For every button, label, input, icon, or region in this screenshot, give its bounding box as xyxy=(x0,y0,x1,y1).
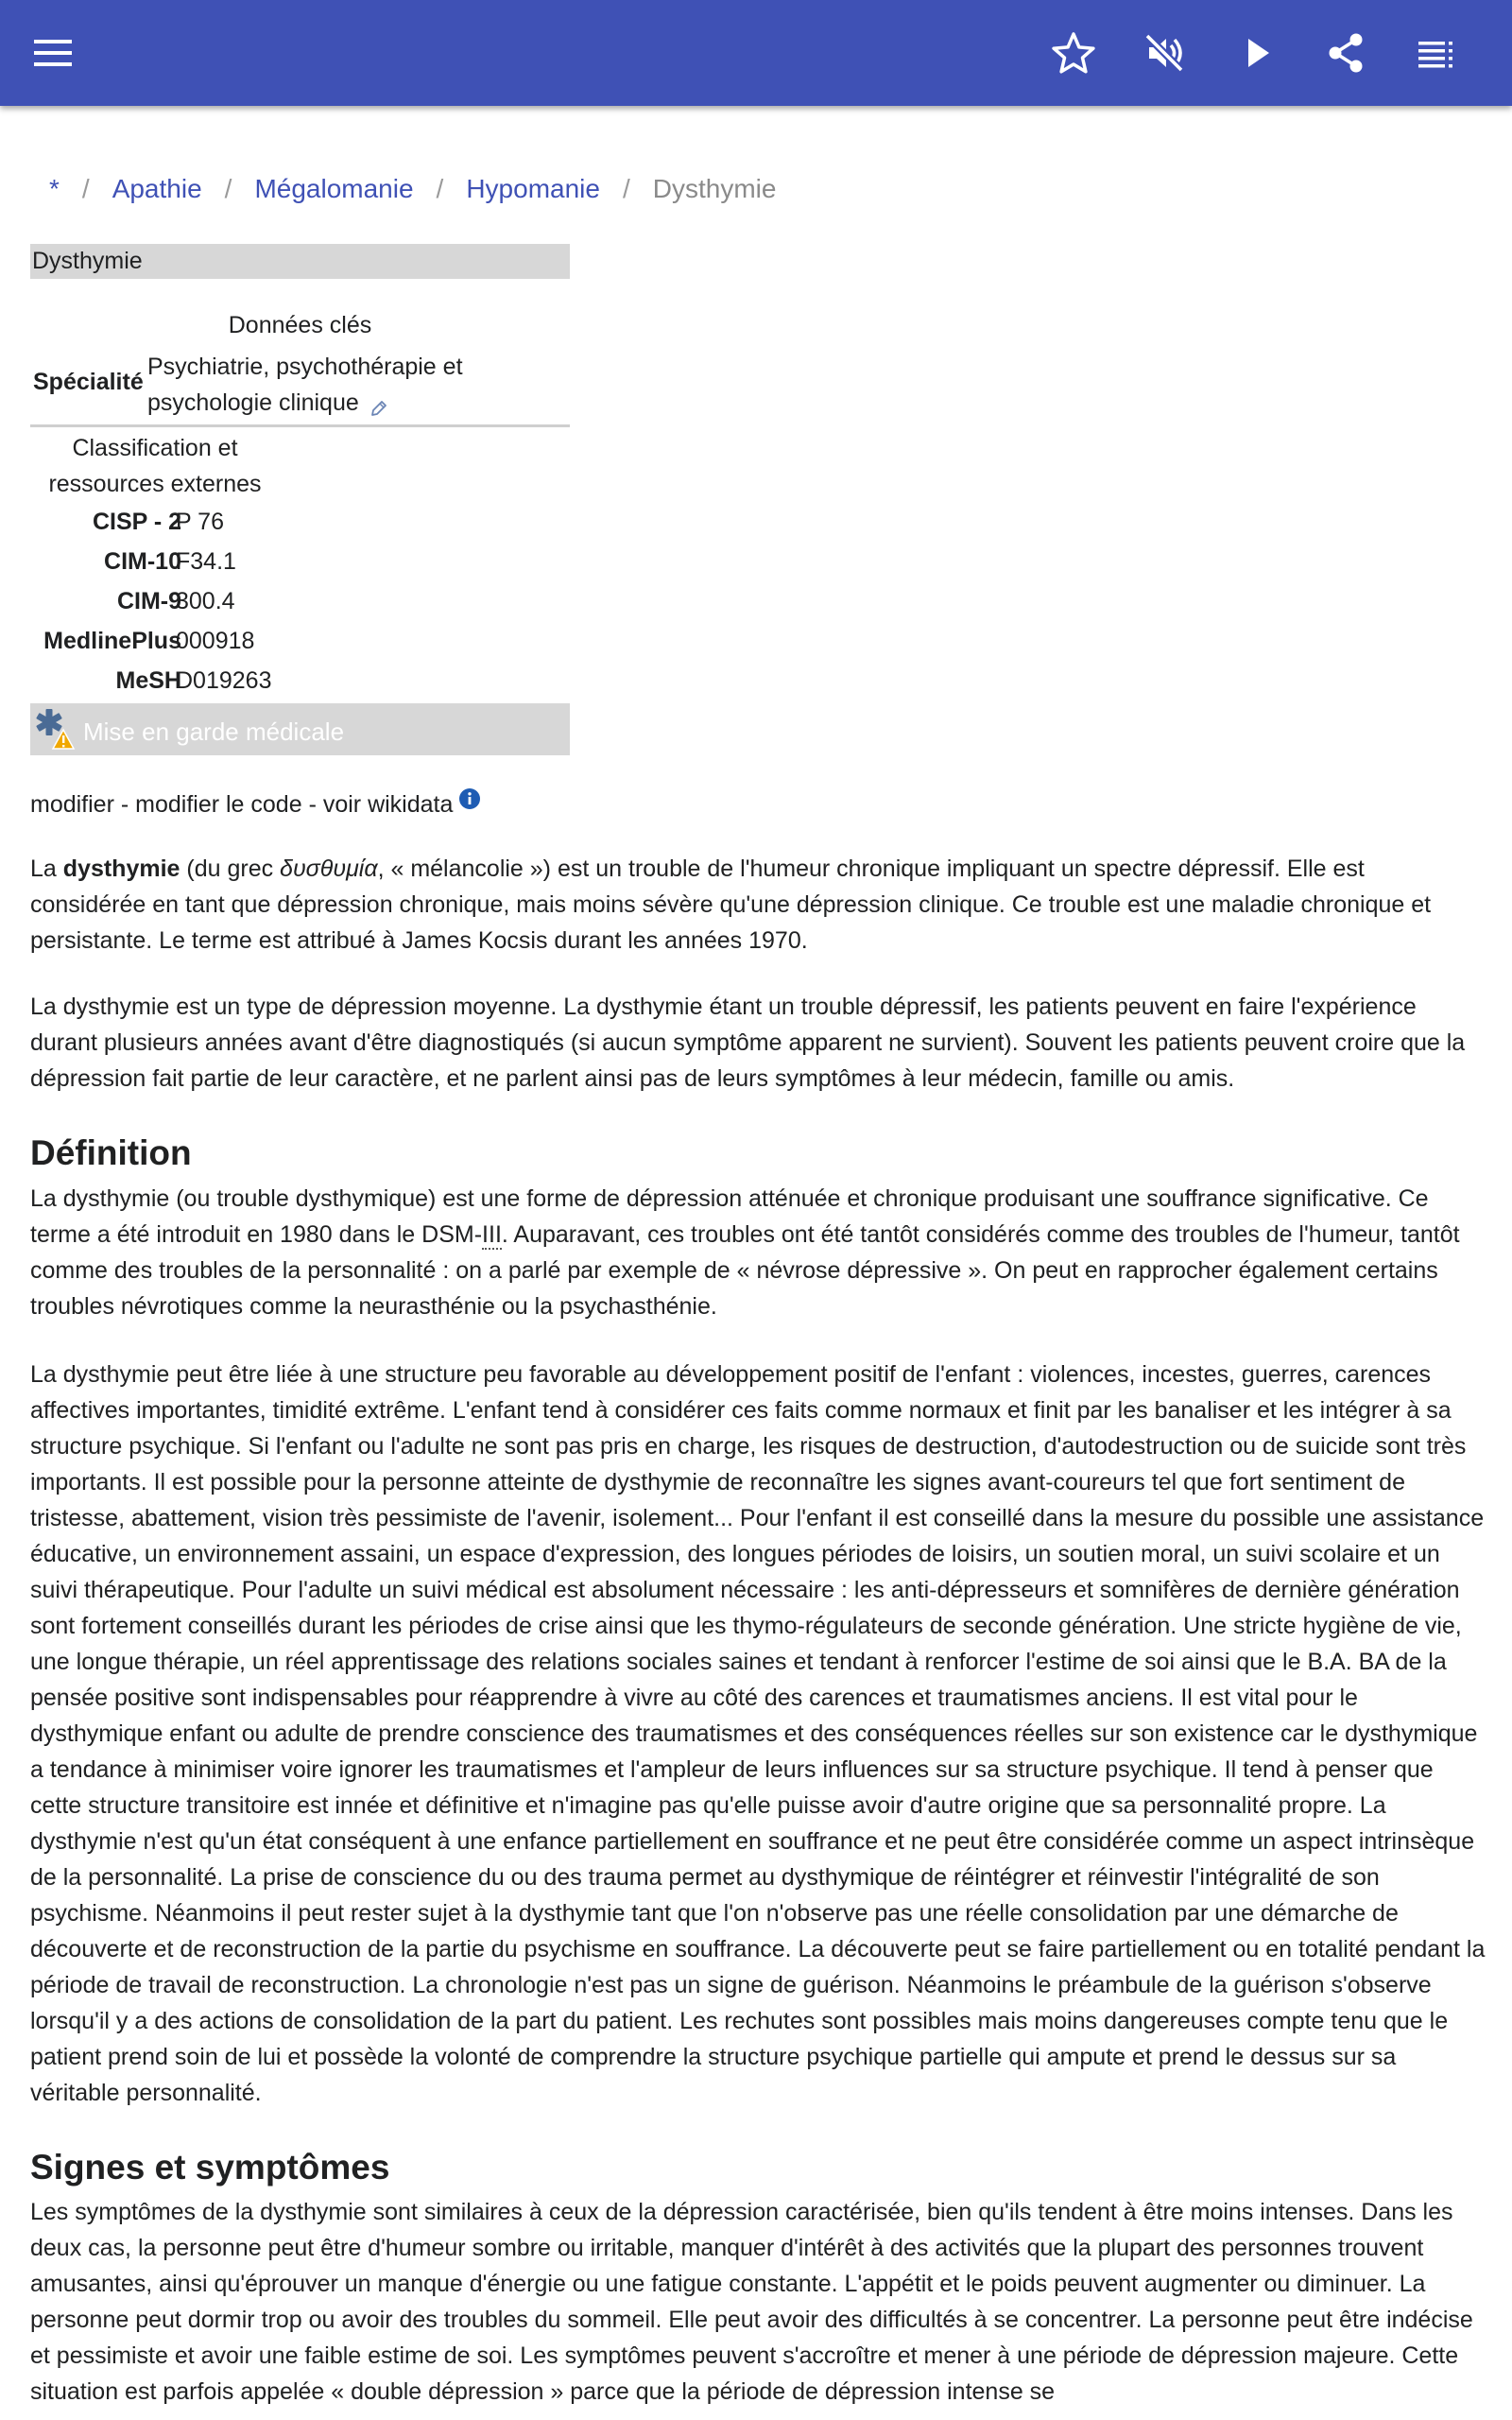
breadcrumb-item-hypomanie[interactable]: Hypomanie xyxy=(466,174,600,203)
row-value[interactable]: D019263 xyxy=(176,667,272,694)
classification-heading: Classification et ressources externes xyxy=(48,435,262,497)
row-label: MedlinePlus xyxy=(43,628,181,654)
medical-warning-icon xyxy=(32,707,76,751)
text-run: , « mélancolie ») est un trouble de l'humeur chronique impliquant un spectre dépressif. Elle est considérée en tant que dépression chronique, mais moins sévère qu'une dépression clinique. Ce trouble est une maladie chronique et persistante. Le terme est attribué à James Kocsis durant les années 1970. xyxy=(30,856,1432,954)
intro-paragraph-1 xyxy=(30,851,1486,959)
row-label: MeSH xyxy=(115,667,181,694)
toc-icon[interactable] xyxy=(1408,25,1465,81)
link-separator: - xyxy=(301,791,323,818)
row-value[interactable]: P 76 xyxy=(176,509,224,535)
infobox-row-cim9 xyxy=(30,581,570,621)
modify-code-link[interactable]: modifier le code xyxy=(135,791,302,818)
infobox-divider xyxy=(30,424,570,427)
breadcrumb-item-current: Dysthymie xyxy=(652,174,777,203)
row-value[interactable]: F34.1 xyxy=(176,548,236,575)
breadcrumb-item-megalomanie[interactable]: Mégalomanie xyxy=(254,174,414,203)
volume-off-icon[interactable] xyxy=(1136,25,1193,81)
app-bar xyxy=(0,0,1512,106)
infobox-row-mesh xyxy=(30,661,570,700)
row-value[interactable]: 300.4 xyxy=(176,588,235,614)
infobox-title: Dysthymie xyxy=(30,244,570,279)
row-label: CISP - 2 xyxy=(92,509,181,535)
star-icon[interactable] xyxy=(1045,25,1102,81)
edit-links xyxy=(30,786,481,821)
text-run: La xyxy=(30,856,63,882)
breadcrumb-separator: / xyxy=(622,174,630,203)
medical-warning-label: Mise en garde médicale xyxy=(83,717,345,746)
greek-term: δυσθυμία xyxy=(280,856,378,882)
definition-paragraph-1 xyxy=(30,1181,1486,1324)
breadcrumb xyxy=(49,170,776,208)
play-icon[interactable] xyxy=(1228,25,1285,81)
specialty-value xyxy=(147,349,525,421)
row-value[interactable]: 000918 xyxy=(176,628,255,654)
symptoms-paragraph-1: Les symptômes de la dysthymie sont similaires à ceux de la dépression caractérisée, bien qu'ils tendent à être moins intenses. Dans les deux cas, la personne peut être d'humeur sombre ou irritable, manquer d'intérêt à des activités que la plupart des personnes trouvent amusantes, ainsi qu'éprouver un manque d'énergie ou une fatigue constante. L'appétit et le poids peuvent augmenter ou diminuer. La personne peut dormir trop ou avoir des troubles du sommeil. Elle peut avoir des difficultés à se concentrer. La personne peut être indécise et pessimiste et avoir une faible estime de soi. Les symptômes peuvent s'accroître et mener à une période de dépression majeure. Cette situation est parfois appelée « double dépression » parce que la période de dépression intense se xyxy=(30,2199,1473,2405)
specialty-label: Spécialité xyxy=(33,369,144,395)
modify-link[interactable]: modifier xyxy=(30,791,114,818)
section-heading-symptoms: Signes et symptômes xyxy=(30,2148,390,2187)
infobox-row-medlineplus xyxy=(30,621,570,661)
menu-icon[interactable] xyxy=(25,25,81,81)
info-icon[interactable] xyxy=(458,786,481,809)
breadcrumb-separator: / xyxy=(436,174,444,203)
row-label: CIM-9 xyxy=(116,588,181,614)
medical-warning-banner[interactable] xyxy=(30,703,570,755)
row-label: CIM-10 xyxy=(104,548,181,575)
infobox-row-cim10 xyxy=(30,542,570,581)
link-separator: - xyxy=(113,791,136,818)
breadcrumb-item-apathie[interactable]: Apathie xyxy=(112,174,202,203)
breadcrumb-separator: / xyxy=(81,174,90,203)
infobox-heading: Données clés xyxy=(228,312,372,338)
breadcrumb-separator: / xyxy=(224,174,232,203)
text-run: (du grec xyxy=(180,856,281,882)
wikidata-link[interactable]: voir wikidata xyxy=(322,791,454,818)
text-run: . Auparavant, ces troubles ont été tantôt considérés comme des troubles de l'humeur, tantôt comme des troubles de la personnalité : on a parlé par exemple de « névrose dépressive ». On peut en rapprocher également certains troubles névrotiques comme la neurasthénie ou la psychasthénie. xyxy=(30,1221,1460,1320)
text-run: La dysthymie (ou trouble dysthymique) est une forme de dépression atténuée et chronique produisant une souffrance significative. Ce terme a été introduit en 1980 dans le DSM- xyxy=(30,1185,1429,1248)
specialty-value-text[interactable]: Psychiatrie, psychothérapie et psychologie clinique xyxy=(147,354,463,416)
infobox-row-cisp xyxy=(30,502,570,542)
share-icon[interactable] xyxy=(1317,25,1374,81)
section-heading-definition: Définition xyxy=(30,1133,192,1172)
breadcrumb-item-home[interactable]: * xyxy=(49,174,60,203)
term-bold: dysthymie xyxy=(62,856,180,882)
definition-paragraph-2: La dysthymie peut être liée à une structure peu favorable au développement positif de l'enfant : violences, incestes, guerres, carences affectives importantes, timidité extrême. L'enfant tend à considérer ces faits comme normaux et finit par les banaliser et les intégrer à sa structure psychique. Si l'enfant ou l'adulte ne sont pas pris en charge, les risques de destruction, d'autodestruction ou de suicide sont très importants. Il est possible pour la personne atteinte de dysthymie de reconnaître les signes avant-coureurs tel que fort sentiment de tristesse, abattement, vision très pessimiste de l'avenir, isolement... Pour l'enfant il est conseillé dans la mesure du possible une assistance éducative, un environnement assaini, un espace d'expression, des longues périodes de loisirs, un soutien moral, un suivi scolaire et un suivi thérapeutique. Pour l'adulte un suivi médical est absolument nécessaire : les anti-dépresseurs et somnifères de dernière génération sont fortement conseillés durant les périodes de crise ainsi que les thymo-régulateurs de seconde génération. Une stricte hygiène de vie, une longue thérapie, un réel apprentissage des relations sociales saines et tendant à renforcer l'estime de soi ainsi que le B.A. BA de la pensée positive sont indispensables pour réapprendre à vivre au côté des carences et traumatismes anciens. Il est vital pour le dysthymique enfant ou adulte de prendre conscience des traumatismes et des conséquences réelles sur son existence car le dysthymique a tendance à minimiser voire ignorer les traumatismes et l'ampleur de leurs influences sur sa structure psychique. Il tend à penser que cette structure transitoire est innée et définitive et n'imagine pas qu'elle puisse avoir d'autre origine que sa personnalité propre. La dysthymie n'est qu'un état conséquent à une enfance partiellement en souffrance et ne peut être considérée comme un aspect intrinsèque de la personnalité. La prise de conscience du ou des trauma permet au dysthymique de réintégrer et réinvestir l'intégralité de son psychisme. Néanmoins il peut rester sujet à la dysthymie tant que l'on n'observe pas une réelle consolidation par une démarche de découverte et de reconstruction de la partie du psychisme en souffrance. La découverte peut se faire partiellement ou en totalité pendant la période de travail de reconstruction. La chronologie n'est pas un signe de guérison. Néanmoins le préambule de la guérison s'observe lorsqu'il y a des actions de consolidation de la part du patient. Les rechutes sont possibles mais moins dangereuses compte tenu que le patient prend soin de lui et possède la volonté de comprendre la structure psychique partielle qui ampute et prend le dessus sur sa véritable personnalité. xyxy=(30,1361,1486,2106)
intro-paragraph-2: La dysthymie est un type de dépression moyenne. La dysthymie étant un trouble dépressif, les patients peuvent en faire l'expérience durant plusieurs années avant d'être diagnostiqués (si aucun symptôme apparent ne survient). Souvent les patients peuvent croire que la dépression fait partie de leur caractère, et ne parlent ainsi pas de leurs symptômes à leur médecin, famille ou amis. xyxy=(30,994,1466,1092)
pencil-icon[interactable] xyxy=(369,393,389,414)
abbreviation[interactable]: III xyxy=(482,1221,502,1248)
